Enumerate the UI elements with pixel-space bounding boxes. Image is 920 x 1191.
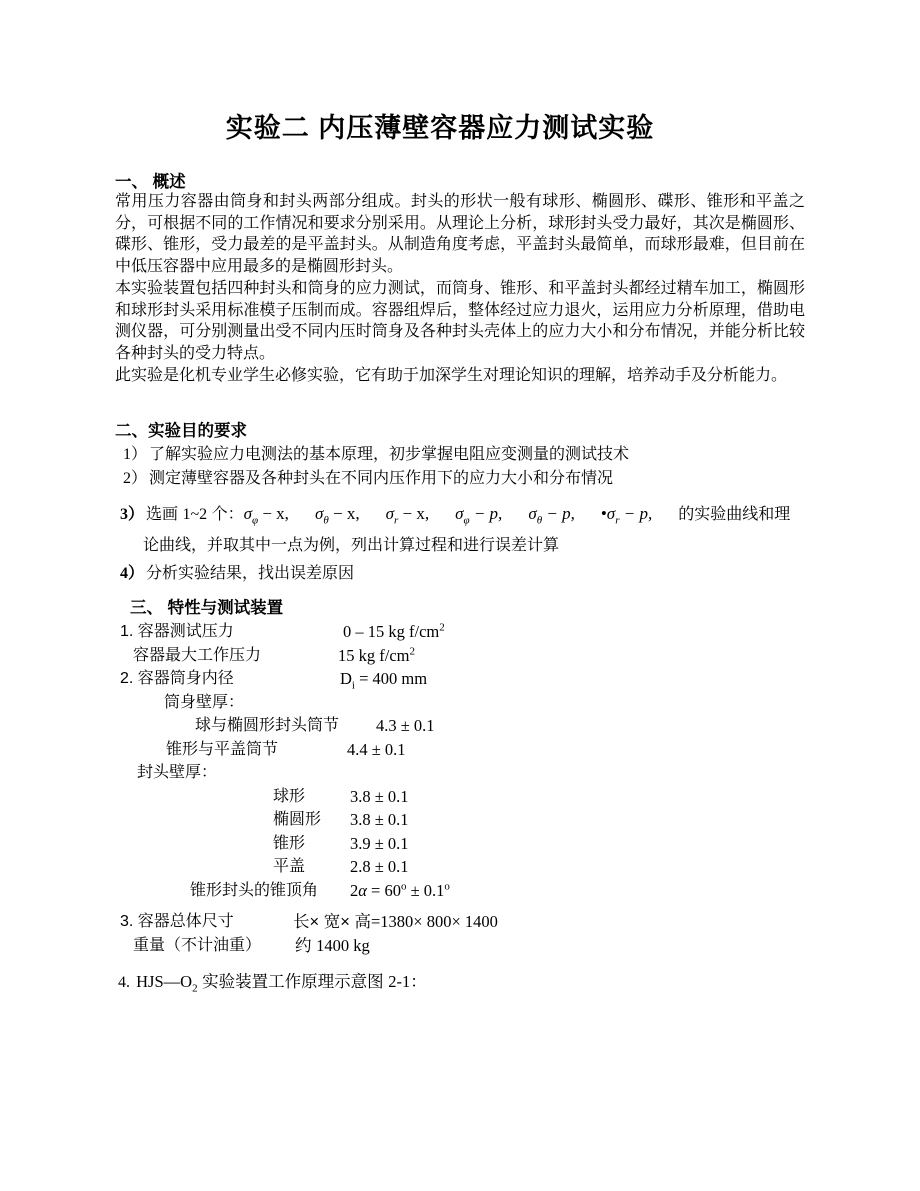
stress-formula-term: $•\sigma_r - p$, — [600, 503, 653, 526]
stress-formula-term: $\sigma_\varphi - p$, — [455, 503, 503, 526]
spec-label: 2. 容器筒身内径 — [120, 670, 234, 687]
paragraph: 常用压力容器由筒身和封头两部分组成。封头的形状一般有球形、椭圆形、碟形、锥形和平盖之分，可根据不同的工作情况和要求分别采用。从理论上分析，球形封头受力最好，其次是椭圆形、碟形、锥形，受力最差的是平盖封头。从制造角度考虑，平盖封头最简单，而球形最难，但目前在中低压容器中应用最多的是椭圆形封头。 — [115, 193, 805, 276]
spec-label: 筒身壁厚： — [164, 693, 245, 711]
spec-value: 2.8 ± 0.1 — [350, 857, 409, 876]
spec-value: 0 – 15 kg $f/cm^2$ — [343, 621, 445, 641]
stress-formula-term: $\sigma_\theta - p$, — [528, 503, 575, 526]
item-text: 的实验曲线和理 — [678, 505, 791, 523]
stress-formula-term: $\sigma_\theta - x$, — [314, 503, 360, 526]
item-marker: 4. — [118, 974, 130, 991]
spec-row — [115, 934, 820, 958]
spec-value: 3.8 ± 0.1 — [350, 810, 409, 829]
figure-reference-line — [115, 970, 820, 995]
spec-row — [115, 691, 820, 715]
spec-row — [115, 785, 820, 809]
spec-value: $D_i = 400$ mm — [340, 669, 428, 692]
spec-label: 球与椭圆形封头筒节 — [195, 717, 340, 734]
spec-row — [115, 620, 820, 644]
item-text: 选画 — [146, 505, 179, 523]
item-text: 分析实验结果，找出误差原因 — [146, 564, 355, 582]
spec-label: 球形 — [273, 787, 306, 805]
stress-formula-term: $\sigma_\varphi - x$, — [243, 503, 289, 526]
spec-label: 锥形与平盖筒节 — [166, 740, 279, 758]
spec-value: $2\alpha = 60^o \pm 0.1^o$ — [350, 880, 450, 900]
spec-label: 锥形 — [273, 834, 306, 852]
spec-value: 4.3 ± 0.1 — [376, 716, 435, 735]
purpose-item-formulas — [115, 497, 820, 532]
purpose-item — [115, 443, 820, 467]
purpose-item — [115, 467, 820, 491]
section2-heading: 二、实验目的要求 — [115, 422, 247, 440]
spec-row — [115, 667, 820, 691]
spec-label: 容器最大工作压力 — [133, 646, 262, 664]
item-text: 了解实验应力电测法的基本原理，初步掌握电阻应变测量的测试技术 — [149, 446, 630, 463]
spec-row — [115, 644, 820, 668]
spec-row — [115, 855, 820, 879]
item-marker: 4） — [120, 564, 145, 582]
item-text: 个： — [211, 505, 244, 523]
figure-reference-text: $HJS—O_2$ 实验装置工作原理示意图 2-1： — [132, 972, 427, 995]
spec-label: 3. 容器总体尺寸 — [120, 913, 234, 930]
spec-value: 长× 宽× 高=1380× 800× 1400 — [293, 912, 498, 931]
spec-label: 1. 容器测试压力 — [120, 623, 234, 640]
spec-row — [115, 714, 820, 738]
spec-row — [115, 879, 820, 903]
spec-value: 15 kg $f/cm^2$ — [338, 645, 415, 665]
spec-row — [115, 832, 820, 856]
spec-value: 4.4 ± 0.1 — [347, 739, 406, 759]
spec-label: 锥形封头的锥顶角 — [190, 881, 319, 899]
section3-specifications — [115, 596, 820, 995]
section1-heading: 一、 概述 — [115, 173, 186, 191]
item-text: 测定薄壁容器及各种封头在不同内压作用下的应力大小和分布情况 — [149, 469, 614, 487]
document-title: 实验二 内压薄壁容器应力测试实验 — [225, 113, 655, 143]
range-value: 1~2 — [182, 505, 208, 523]
spec-label: 椭圆形 — [273, 811, 322, 828]
spec-value: 3.9 ± 0.1 — [350, 833, 409, 853]
spec-row — [115, 808, 820, 832]
stress-formula-term: $\sigma_r - x$, — [385, 503, 430, 526]
spec-row — [115, 910, 820, 934]
spec-row — [115, 761, 820, 785]
spec-row — [115, 738, 820, 762]
item-marker: 2） — [123, 469, 148, 487]
section2-purpose — [115, 419, 820, 585]
section3-heading: 三、 特性与测试装置 — [130, 599, 284, 617]
paragraph: 本实验装置包括四种封头和筒身的应力测试，而筒身、锥形、和平盖封头都经过精车加工，椭圆形和球形封头采用标准模子压制而成。容器组焊后，整体经过应力退火，运用应力分析原理，借助电测仪器，可分别测量出受不同内压时筒身及各种封头壳体上的应力大小和分布情况，并能分析比较各种封头的受力特点。 — [115, 279, 805, 362]
spec-value: 3.8 ± 0.1 — [350, 786, 409, 806]
overview-paragraphs — [115, 191, 805, 386]
spec-value: 约 1400 kg — [295, 935, 370, 955]
spec-label: 重量（不计油重） — [133, 936, 262, 954]
spec-label: 平盖 — [273, 858, 306, 875]
item-marker: 3） — [120, 505, 145, 523]
purpose-item-continuation: 论曲线，并取其中一点为例，列出计算过程和进行误差计算 — [143, 536, 560, 554]
item-marker: 1） — [123, 446, 148, 463]
spec-label: 封头壁厚： — [137, 764, 218, 781]
purpose-item — [115, 562, 820, 586]
paragraph: 此实验是化机专业学生必修实验，它有助于加深学生对理论知识的理解，培养动手及分析能力。 — [115, 366, 788, 384]
